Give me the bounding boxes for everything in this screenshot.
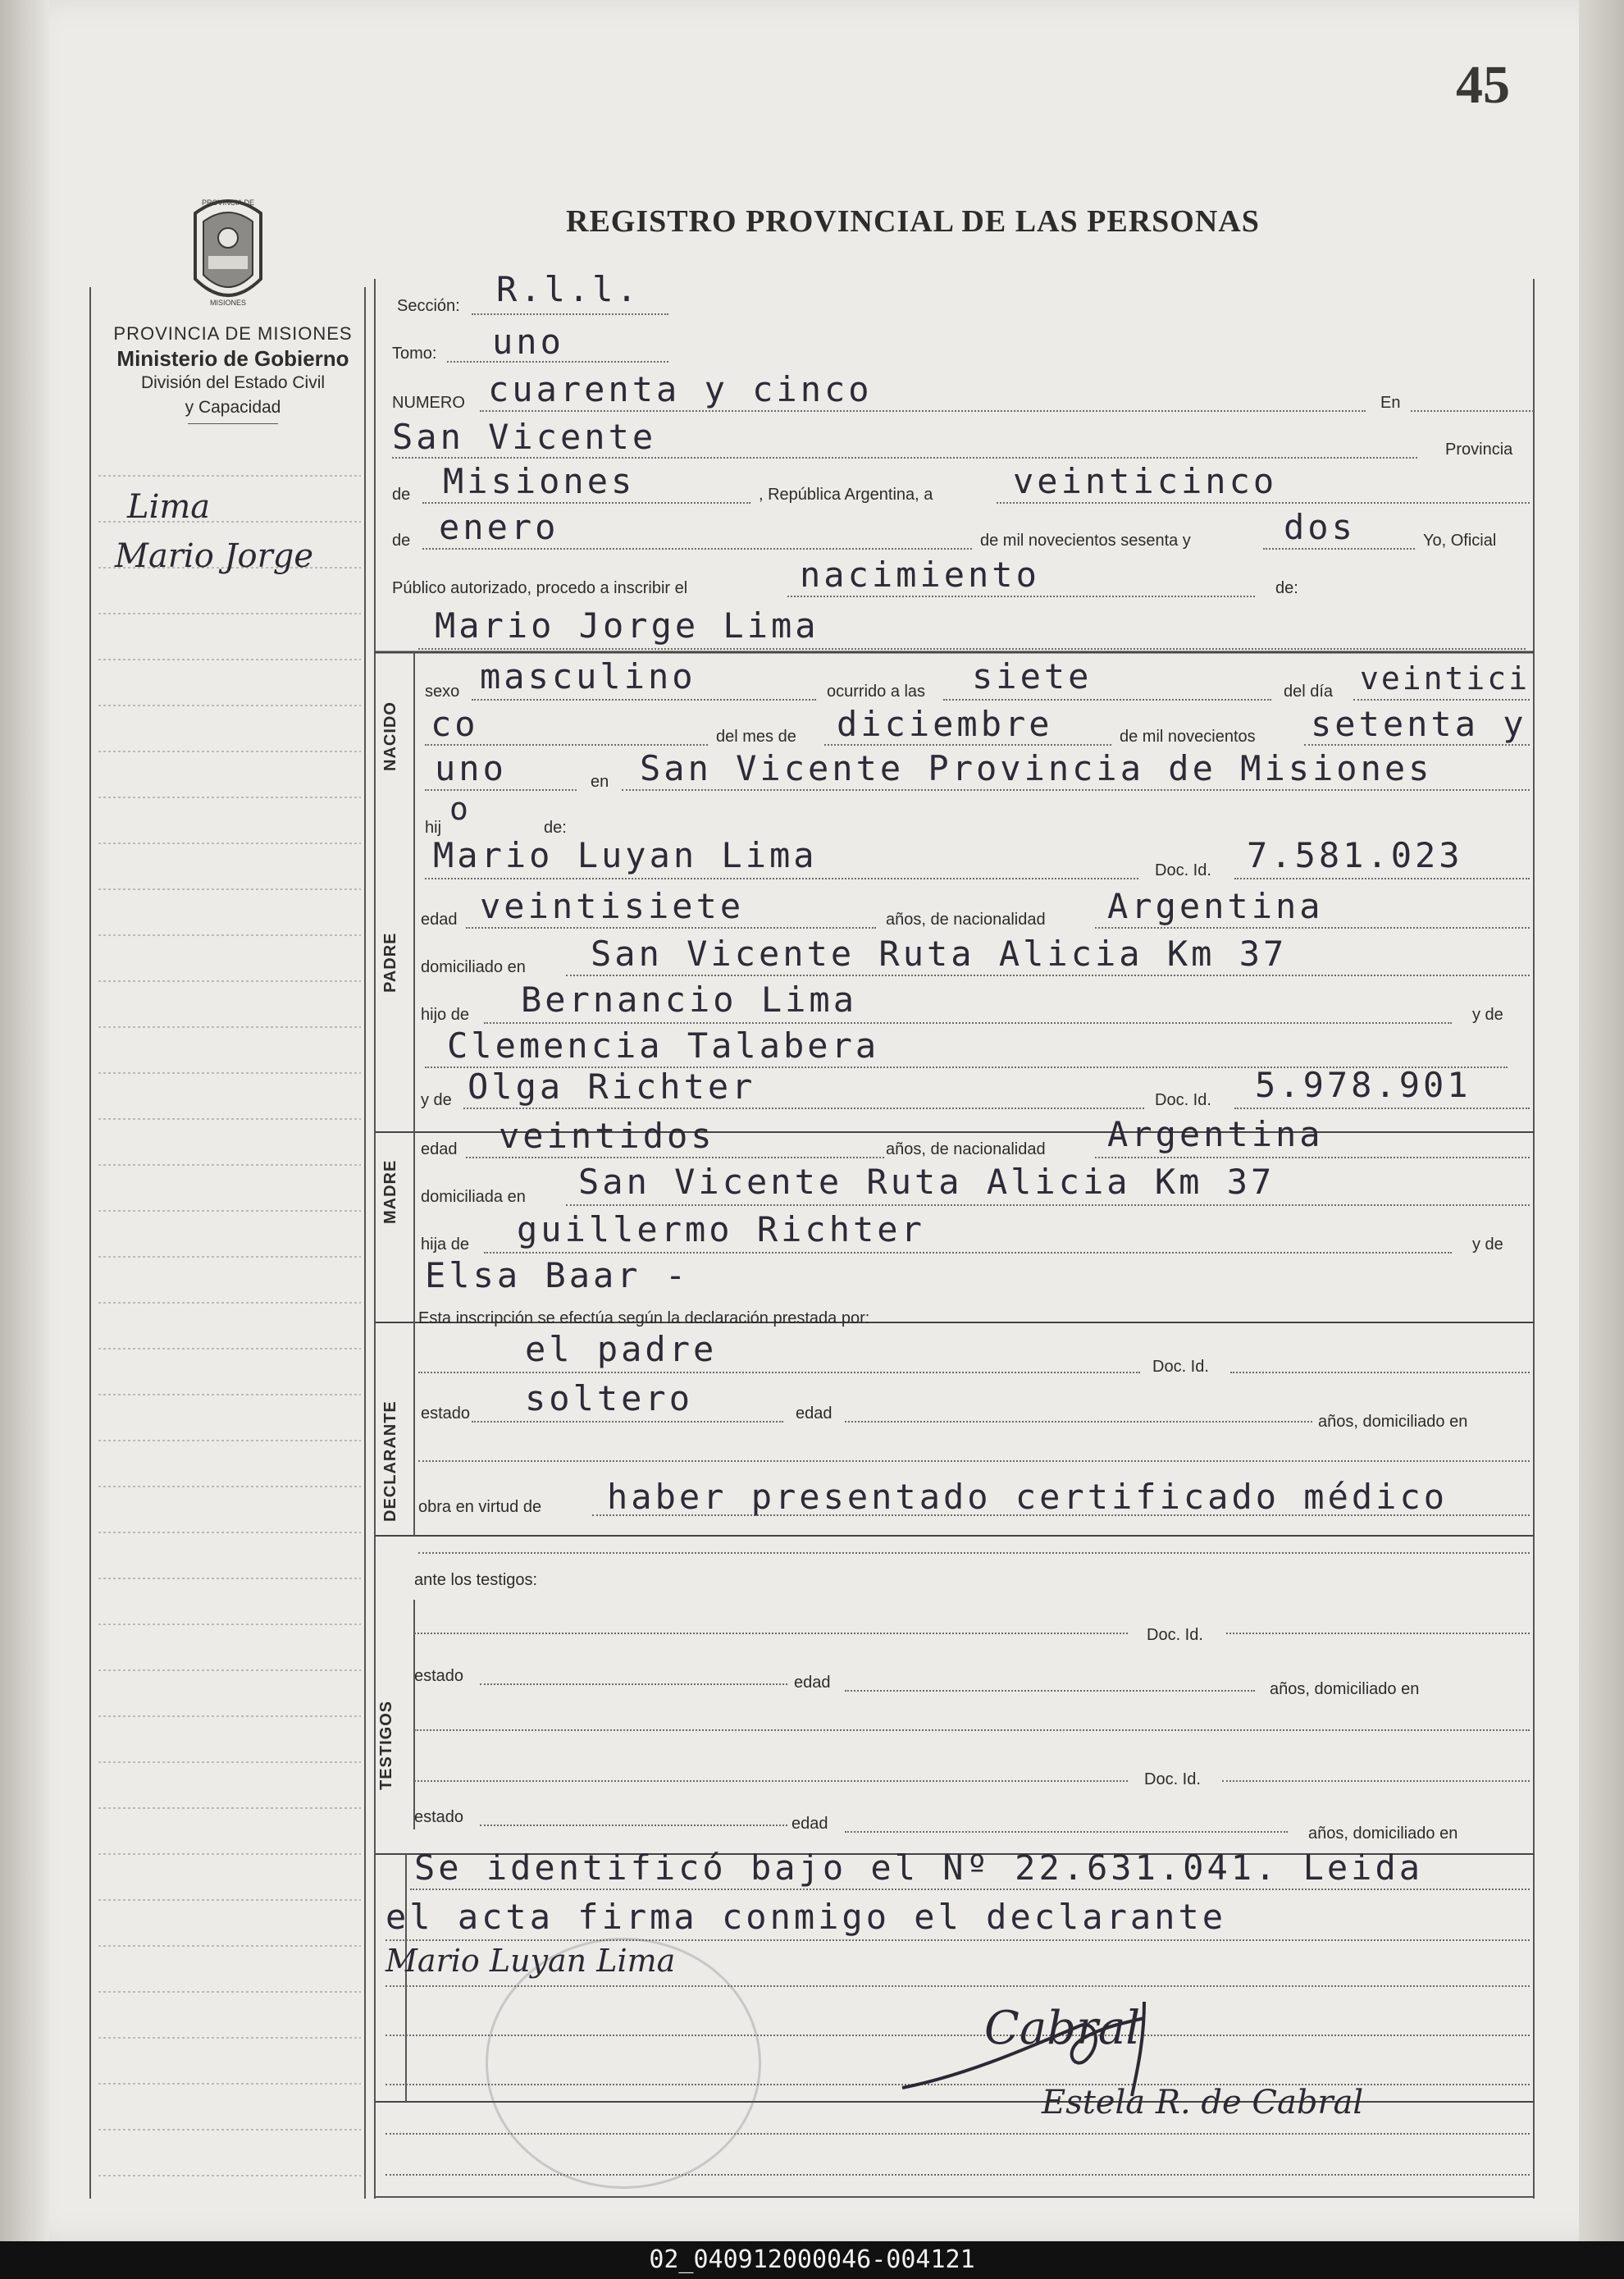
padre-nombre: Mario Luyan Lima: [433, 835, 818, 875]
declarante-por: el padre: [525, 1329, 718, 1369]
label-del-mes: del mes de: [716, 728, 796, 746]
value-anio: dos: [1284, 507, 1356, 547]
value-mes: enero: [439, 507, 559, 547]
value-dia-nac-1: veintici: [1360, 660, 1530, 696]
label-anios-dom-declarante: años, domiciliado en: [1318, 1413, 1468, 1431]
label-doc-madre: Doc. Id.: [1155, 1091, 1211, 1109]
page-edge: [1579, 0, 1624, 2241]
label-edad-testigo-2: edad: [791, 1815, 828, 1833]
label-seccion: Sección:: [397, 297, 460, 315]
label-ocurrido: ocurrido a las: [827, 683, 926, 701]
label-hija-de: hija de: [421, 1235, 469, 1254]
label-de-padre: de:: [544, 819, 567, 837]
margin-given-names: Mario Jorge: [115, 537, 314, 575]
value-tomo: uno: [492, 322, 564, 362]
page-title: REGISTRO PROVINCIAL DE LAS PERSONAS: [566, 204, 1260, 239]
label-anios-dom-testigo-1: años, domiciliado en: [1270, 1680, 1420, 1698]
value-provincia: Misiones: [443, 461, 636, 501]
label-republica: , República Argentina, a: [759, 486, 933, 504]
label-del-dia: del día: [1284, 683, 1334, 701]
label-de: de: [392, 486, 411, 504]
label-edad-padre: edad: [421, 911, 458, 929]
nombre-oficial: Estela R. de Cabral: [1042, 2084, 1364, 2121]
label-edad-testigo-1: edad: [794, 1674, 831, 1692]
cierre-linea-2: el acta firma conmigo el declarante: [385, 1897, 1227, 1937]
madre-nombre: Olga Richter: [468, 1066, 756, 1107]
label-hij: hij: [425, 819, 442, 837]
label-estado-testigo-2: estado: [414, 1808, 464, 1826]
declarante-obra: haber presentado certificado médico: [607, 1477, 1448, 1517]
label-publico: Público autorizado, procedo a inscribir el: [392, 579, 688, 597]
madre-hija-de: guillermo Richter: [517, 1209, 925, 1249]
value-hijo-letra: o: [449, 791, 471, 827]
section-declarante: DECLARANTE: [381, 1400, 399, 1522]
label-y-de-madre: y de: [421, 1091, 452, 1109]
declarante-estado: soltero: [525, 1378, 694, 1418]
page-number: 45: [1456, 55, 1510, 115]
label-doc-declarante: Doc. Id.: [1152, 1358, 1209, 1376]
office-province: PROVINCIA DE MISIONES: [113, 323, 353, 344]
padre-y-de: Clemencia Talabera: [447, 1025, 880, 1066]
label-doc-testigo-2: Doc. Id.: [1144, 1770, 1201, 1788]
label-hijo-de: hijo de: [421, 1006, 469, 1024]
label-anios-dom-testigo-2: años, domiciliado en: [1308, 1825, 1458, 1843]
madre-edad: veintidos: [499, 1116, 715, 1156]
value-acto: nacimiento: [800, 555, 1040, 595]
label-mil-novecientos: de mil novecientos: [1120, 728, 1256, 746]
firma-declarante: Mario Luyan Lima: [385, 1943, 676, 1979]
label-nac-madre: años, de nacionalidad: [886, 1140, 1046, 1158]
value-numero: cuarenta y cinco: [488, 369, 873, 409]
label-doc-padre: Doc. Id.: [1155, 861, 1211, 879]
label-obra: obra en virtud de: [418, 1498, 542, 1516]
madre-doc: 5.978.901: [1255, 1065, 1471, 1105]
value-sexo: masculino: [480, 656, 696, 696]
section-madre: MADRE: [381, 1159, 399, 1224]
label-numero: NUMERO: [392, 394, 465, 412]
label-estado-declarante: estado: [421, 1404, 471, 1423]
cierre-linea-1: Se identificó bajo el Nº 22.631.041. Leida: [414, 1847, 1424, 1888]
value-hora: siete: [972, 656, 1093, 696]
value-seccion: R.l.l.: [496, 269, 641, 309]
label-tomo: Tomo:: [392, 345, 437, 363]
madre-y-de: Elsa Baar -: [425, 1255, 690, 1295]
label-de-mes: de: [392, 532, 411, 550]
label-y-de-madre-2: y de: [1472, 1235, 1503, 1254]
label-sexo: sexo: [425, 683, 460, 701]
label-esta-inscripcion: Esta inscripción se efectúa según la declaración prestada por:: [418, 1309, 870, 1327]
section-padre: PADRE: [381, 932, 399, 993]
seal-bottom-text: MISIONES: [209, 299, 247, 307]
label-edad-declarante: edad: [796, 1404, 833, 1423]
label-en-lower: en: [591, 773, 609, 791]
madre-nacionalidad: Argentina: [1107, 1114, 1324, 1154]
padre-domicilio: San Vicente Ruta Alicia Km 37: [591, 934, 1288, 974]
section-nacido: NACIDO: [381, 701, 399, 771]
section-testigos: TESTIGOS: [377, 1700, 395, 1790]
value-lugar-nac: San Vicente Provincia de Misiones: [640, 748, 1433, 788]
value-lugar: San Vicente: [392, 417, 657, 457]
label-ante-testigos: ante los testigos:: [414, 1571, 538, 1589]
label-mil-sesenta: de mil novecientos sesenta y: [980, 532, 1191, 550]
value-anio-nac-2: uno: [435, 748, 507, 788]
label-provincia: Provincia: [1445, 441, 1513, 459]
office-division: División del Estado Civil: [140, 373, 326, 392]
label-de-colon: de:: [1275, 579, 1298, 597]
padre-hijo-de: Bernancio Lima: [521, 980, 858, 1020]
label-nac-padre: años, de nacionalidad: [886, 911, 1046, 929]
office-ministry: Ministerio de Gobierno: [116, 346, 349, 371]
official-stamp: [486, 1938, 761, 2189]
seal-top-text: PROVINCIA DE: [201, 199, 255, 207]
image-id-caption: 02_040912000046-004121: [0, 2241, 1624, 2279]
value-nombre: Mario Jorge Lima: [435, 605, 819, 646]
value-dia: veinticinco: [1013, 461, 1278, 501]
value-mes-nac: diciembre: [837, 704, 1053, 744]
label-yo-oficial: Yo, Oficial: [1423, 532, 1497, 550]
label-dom-madre: domiciliada en: [421, 1188, 526, 1206]
value-dia-nac-2: co: [431, 704, 479, 744]
value-anio-nac: setenta y: [1311, 704, 1527, 744]
book-spine: [0, 0, 49, 2241]
label-y-de-padre: y de: [1472, 1006, 1503, 1024]
padre-doc: 7.581.023: [1247, 835, 1463, 875]
padre-nacionalidad: Argentina: [1107, 886, 1324, 926]
office-division-2: y Capacidad: [185, 398, 281, 417]
firma-oficial: Cabral: [984, 2002, 1141, 2055]
padre-edad: veintisiete: [480, 886, 745, 926]
label-en: En: [1380, 394, 1401, 412]
margin-surname: Lima: [127, 488, 211, 526]
label-estado-testigo-1: estado: [414, 1667, 464, 1685]
label-dom-padre: domiciliado en: [421, 958, 526, 976]
label-edad-madre: edad: [421, 1140, 458, 1158]
label-doc-testigo-1: Doc. Id.: [1147, 1626, 1203, 1644]
madre-domicilio: San Vicente Ruta Alicia Km 37: [578, 1162, 1275, 1202]
